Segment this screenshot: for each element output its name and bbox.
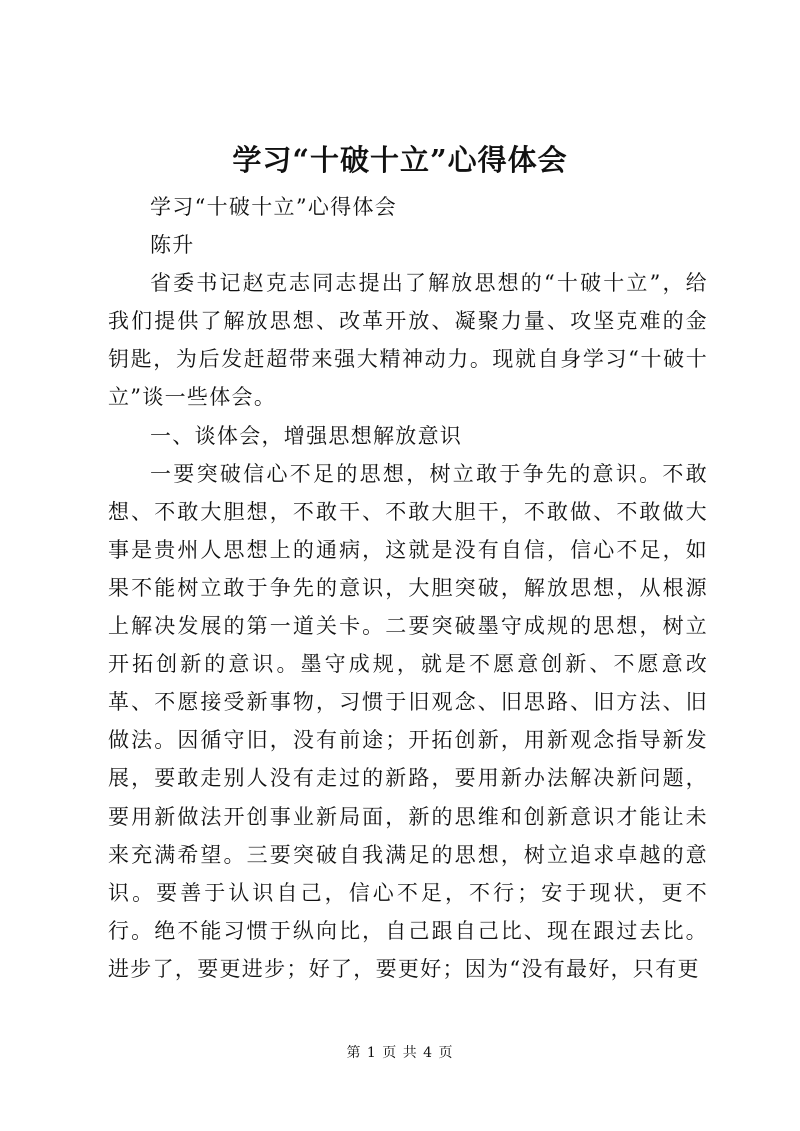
intro-paragraph: 省委书记赵克志同志提出了解放思想的“十破十立”，给我们提供了解放思想、改革开放、凝聚力量、攻坚克难的金钥匙，为后发赶超带来强大精神动力。现就自身学习“十破十立”谈一些体会。 bbox=[108, 271, 708, 410]
page-footer: 第 1 页 共 4 页 bbox=[346, 1045, 454, 1061]
author-name: 陈升 bbox=[150, 233, 195, 258]
body-paragraph: 一要突破信心不足的思想，树立敢于争先的意识。不敢想、不敢大胆想，不敢干、不敢大胆干，不敢做、不敢做大事是贵州人思想上的通病，这就是没有自信，信心不足，如果不能树立敢于争先的意识，大胆突破，解放思想，从根源上解决发展的第一道关卡。二要突破墨守成规的思想，树立开拓创新的意识。墨守成规，就是不愿意创新、不愿意改革、不愿接受新事物，习惯于旧观念、旧思路、旧方法、旧做法。因循守旧，没有前途；开拓创新，用新观念指导新发展，要敢走别人没有走过的新路，要用新办法解决新问题，要用新做法开创事业新局面，新的思维和创新意识才能让未来充满希望。三要突破自我满足的思想，树立追求卓越的意识。要善于认识自己，信心不足，不行；安于现状，更不行。绝不能习惯于纵向比，自己跟自己比、现在跟过去比。进步了，要更进步；好了，要更好；因为“没有最好，只有更 bbox=[108, 461, 708, 981]
document-title: 学习“十破十立”心得体会 bbox=[232, 143, 568, 177]
document-body bbox=[108, 188, 708, 988]
section-heading: 一、谈体会，增强思想解放意识 bbox=[150, 423, 463, 448]
body-subtitle: 学习“十破十立”心得体会 bbox=[150, 195, 398, 219]
